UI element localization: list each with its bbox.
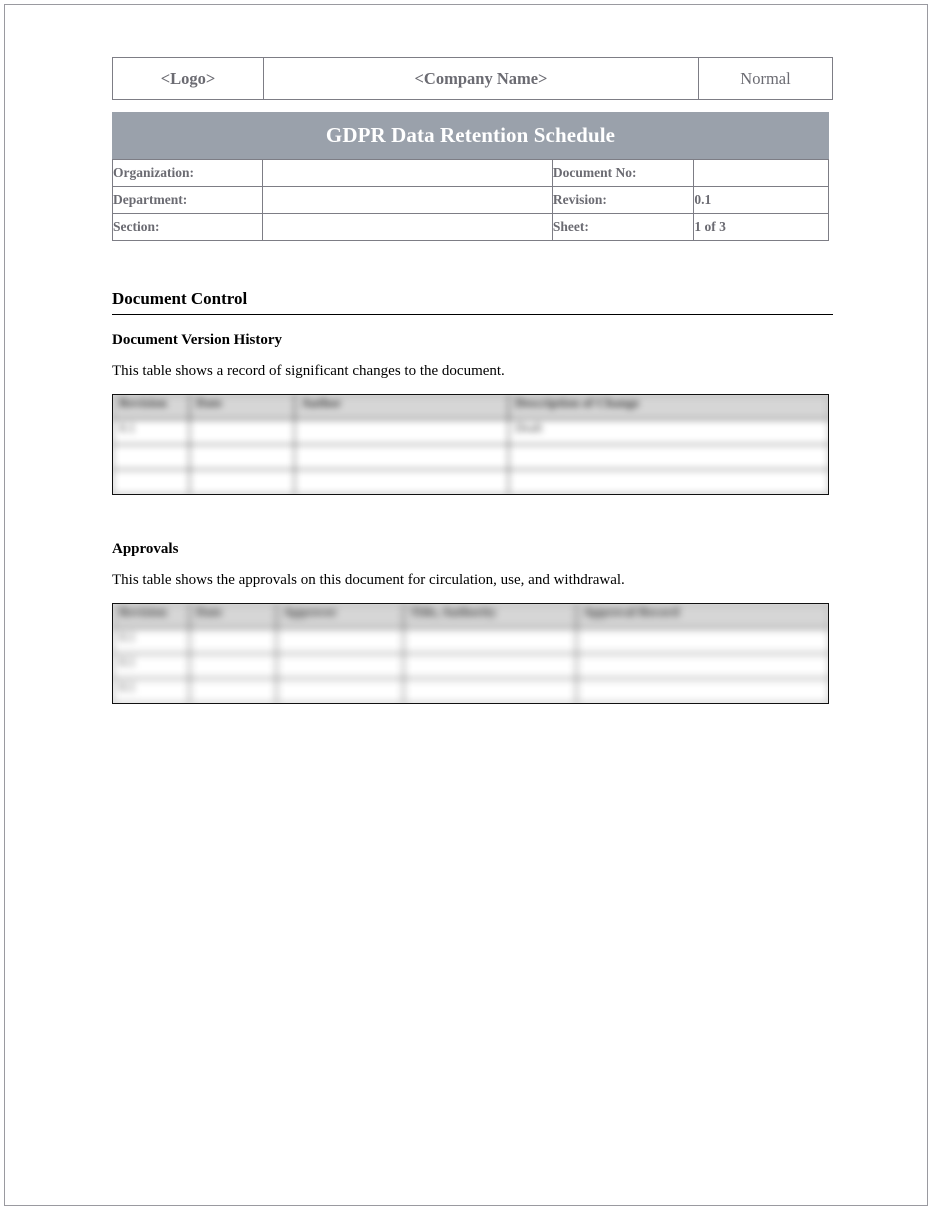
cell-approval-record[interactable]	[577, 679, 830, 704]
cell-revision[interactable]: 0.1	[113, 420, 190, 445]
cell-author[interactable]	[295, 470, 509, 495]
subheading-approvals: Approvals	[112, 541, 179, 557]
meta-label-revision: Revision:	[552, 187, 694, 214]
meta-label-sheet: Sheet:	[552, 214, 694, 241]
cell-description[interactable]: Draft	[509, 420, 830, 445]
table-row	[113, 445, 830, 470]
version-history-table-wrapper	[112, 394, 829, 495]
cell-description[interactable]	[509, 470, 830, 495]
cell-date[interactable]	[190, 420, 295, 445]
cell-revision[interactable]: 0.1	[113, 679, 190, 704]
cell-approver[interactable]	[277, 679, 404, 704]
meta-value-organization[interactable]	[262, 160, 552, 187]
document-status-cell: Normal	[699, 58, 833, 100]
meta-value-department[interactable]	[262, 187, 552, 214]
column-header-approver: Approver	[277, 604, 404, 629]
subheading-version-history: Document Version History	[112, 332, 282, 348]
cell-approver[interactable]	[277, 654, 404, 679]
cell-author[interactable]	[295, 445, 509, 470]
cell-title-authority[interactable]	[404, 679, 577, 704]
meta-label-organization: Organization:	[113, 160, 263, 187]
cell-revision[interactable]: 0.1	[113, 654, 190, 679]
table-row	[113, 187, 829, 214]
cell-author[interactable]	[295, 420, 509, 445]
cell-revision[interactable]	[113, 445, 190, 470]
cell-approval-record[interactable]	[577, 654, 830, 679]
cell-revision[interactable]: 0.1	[113, 629, 190, 654]
column-header-approval-record: Approval Record	[577, 604, 830, 629]
cell-description[interactable]	[509, 445, 830, 470]
cell-date[interactable]	[190, 654, 277, 679]
column-header-date: Date	[190, 604, 277, 629]
description-approvals: This table shows the approvals on this document for circulation, use, and withdrawal.	[112, 572, 625, 588]
column-header-title-authority: Title, Authority	[404, 604, 577, 629]
table-row	[113, 679, 830, 704]
meta-label-document-no: Document No:	[552, 160, 694, 187]
document-title-banner	[112, 112, 829, 159]
column-header-revision: Revision	[113, 604, 190, 629]
cell-revision[interactable]	[113, 470, 190, 495]
cell-approval-record[interactable]	[577, 629, 830, 654]
table-row	[113, 58, 833, 100]
document-content	[112, 57, 833, 704]
column-header-author: Author	[295, 395, 509, 420]
cell-title-authority[interactable]	[404, 629, 577, 654]
cell-date[interactable]	[190, 445, 295, 470]
approvals-table[interactable]	[112, 603, 829, 704]
table-header-row	[113, 604, 830, 629]
table-row	[113, 420, 830, 445]
meta-value-section[interactable]	[262, 214, 552, 241]
table-row	[113, 629, 830, 654]
company-name-cell: <Company Name>	[264, 58, 699, 100]
cell-approver[interactable]	[277, 629, 404, 654]
table-row	[113, 654, 830, 679]
meta-value-document-no[interactable]	[694, 160, 829, 187]
column-header-date: Date	[190, 395, 295, 420]
cell-title-authority[interactable]	[404, 654, 577, 679]
table-row	[113, 470, 830, 495]
column-header-revision: Revision	[113, 395, 190, 420]
cell-date[interactable]	[190, 679, 277, 704]
cell-date[interactable]	[190, 629, 277, 654]
approvals-table-wrapper	[112, 603, 829, 704]
description-version-history: This table shows a record of significant changes to the document.	[112, 363, 505, 379]
column-header-description: Description of Change	[509, 395, 830, 420]
meta-value-revision[interactable]: 0.1	[694, 187, 829, 214]
table-row	[113, 160, 829, 187]
section-heading-document-control: Document Control	[112, 289, 833, 315]
meta-label-department: Department:	[113, 187, 263, 214]
cell-date[interactable]	[190, 470, 295, 495]
version-history-table[interactable]	[112, 394, 829, 495]
table-row	[113, 214, 829, 241]
page-title: GDPR Data Retention Schedule	[325, 123, 616, 147]
meta-value-sheet[interactable]: 1 of 3	[694, 214, 829, 241]
logo-placeholder-cell: <Logo>	[113, 58, 264, 100]
table-header-row	[113, 395, 830, 420]
meta-label-section: Section:	[113, 214, 263, 241]
document-metadata-table	[112, 159, 829, 241]
document-page	[4, 4, 928, 1206]
document-header-table	[112, 57, 833, 100]
